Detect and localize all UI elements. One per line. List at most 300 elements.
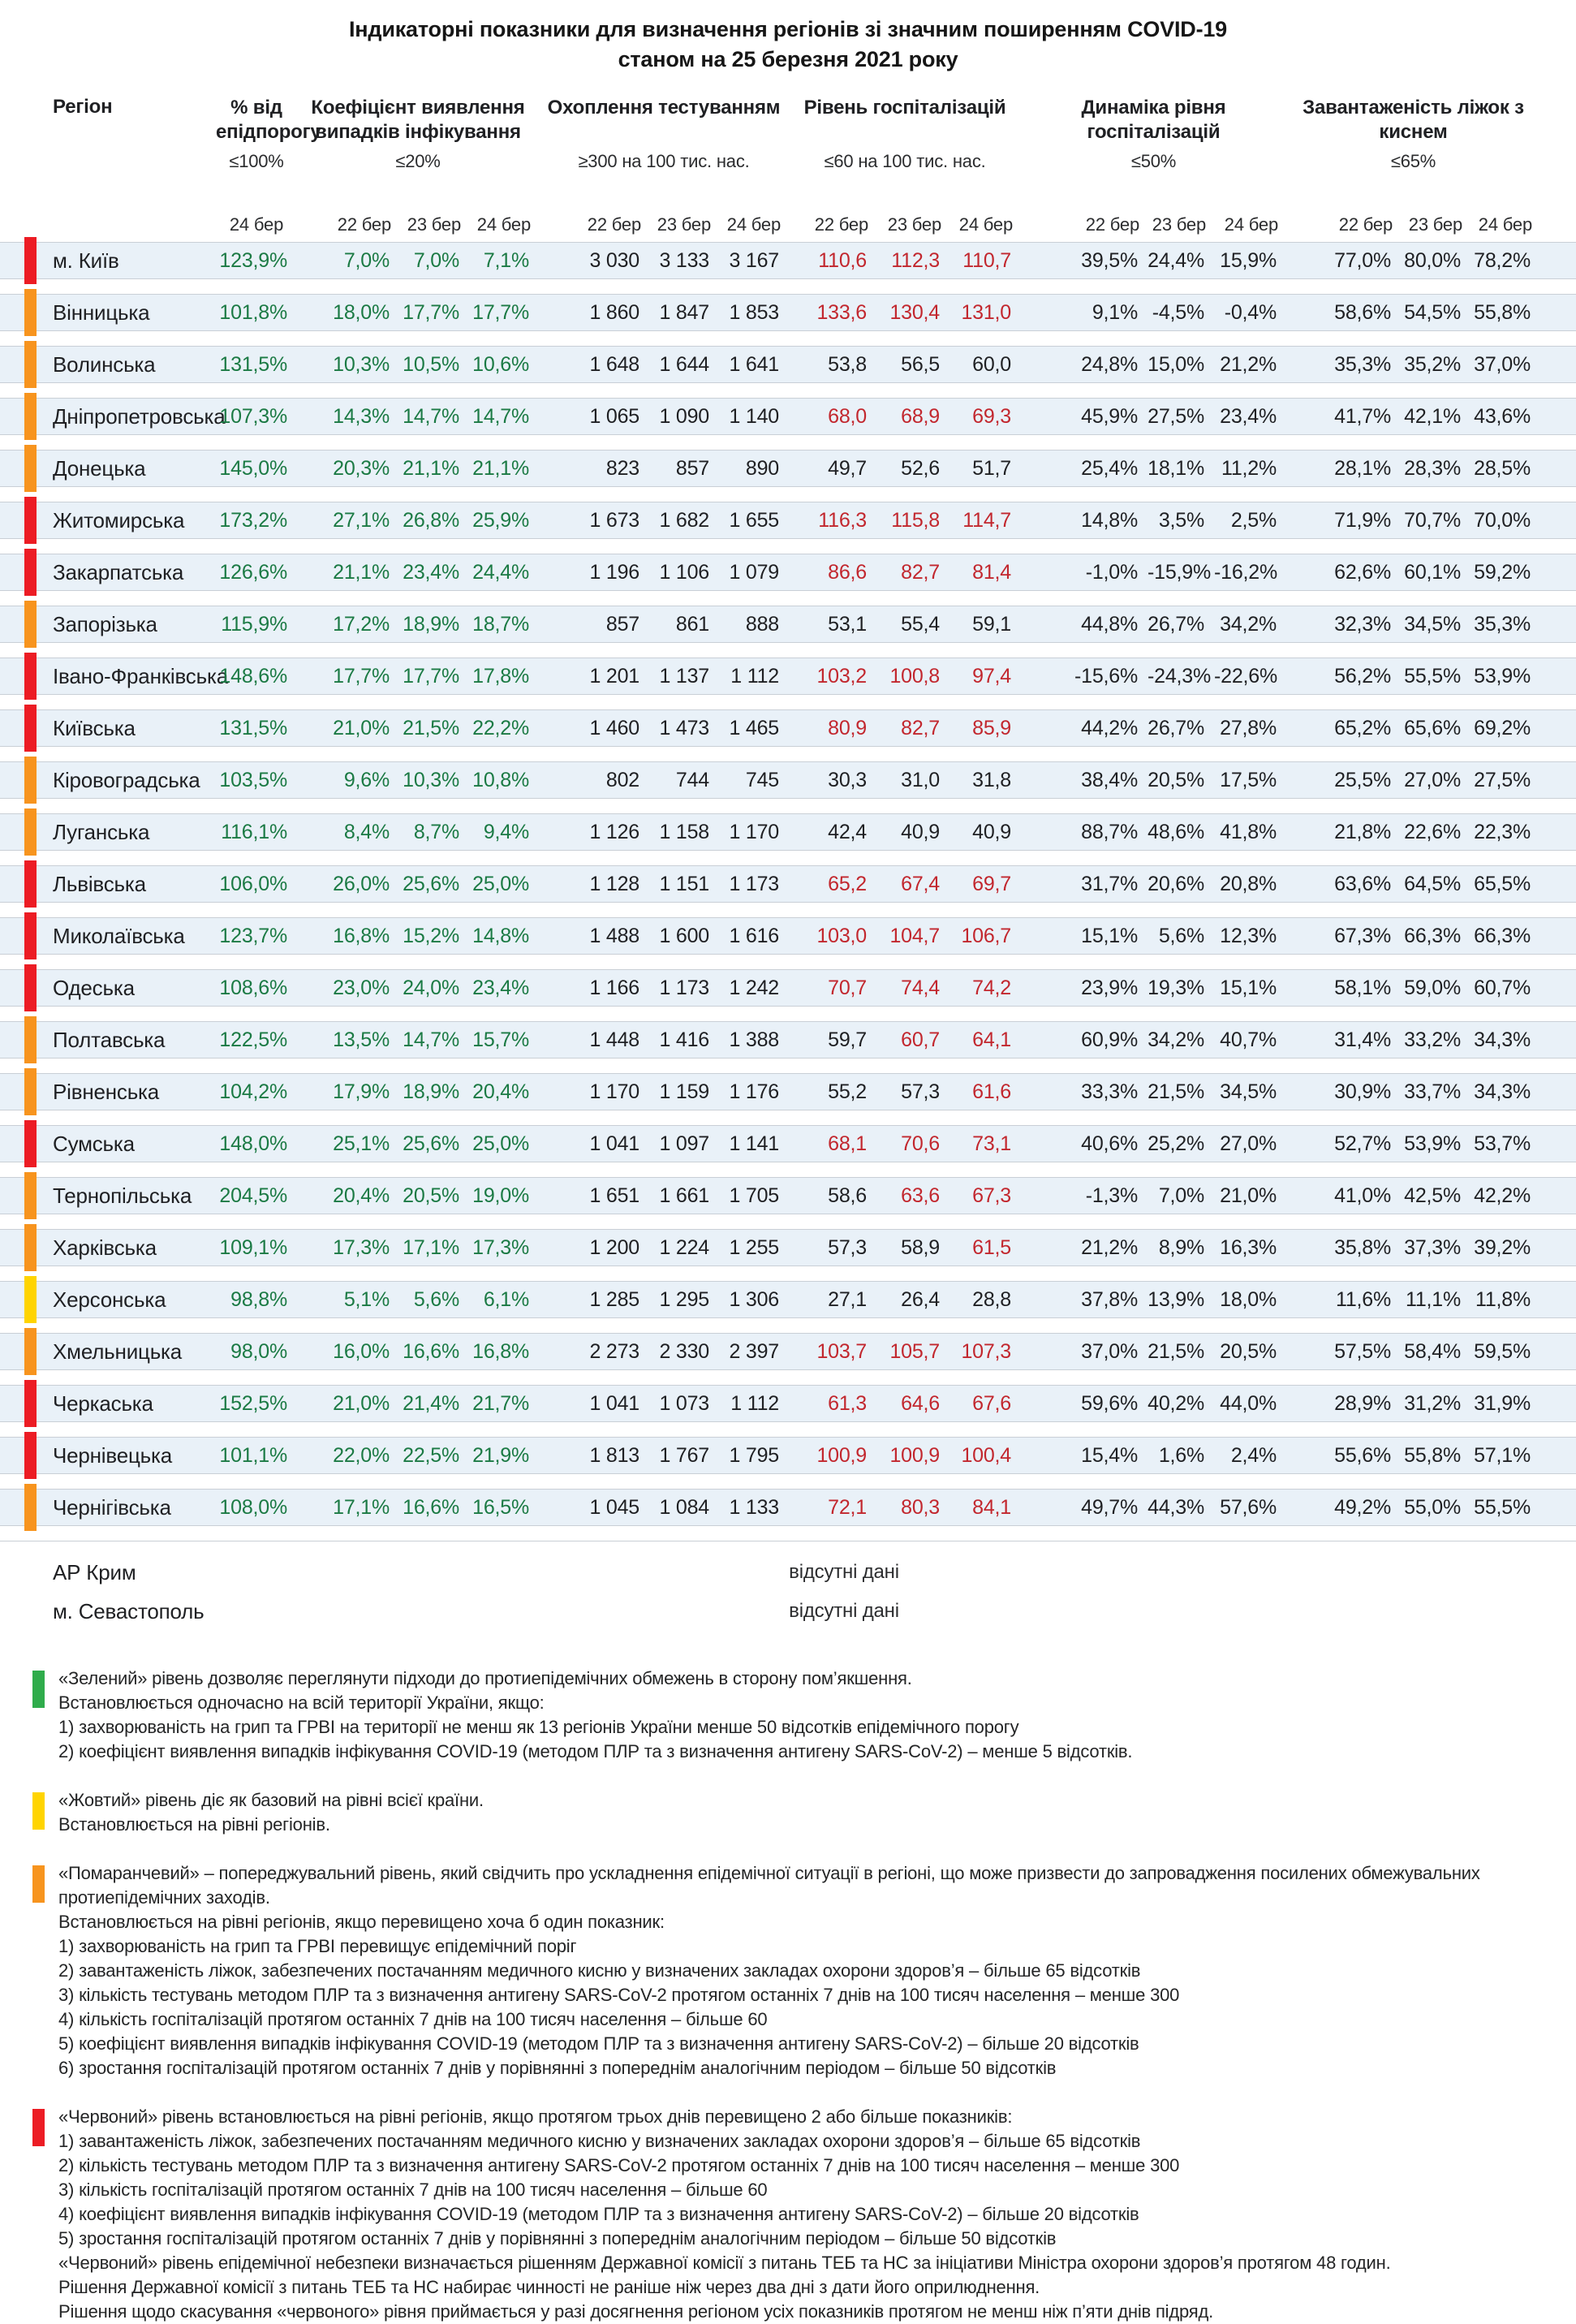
alert-level-indicator (24, 1068, 37, 1115)
hospitalization-value: 103,7 (816, 1339, 867, 1363)
date-label: 23 бер (1408, 214, 1462, 235)
legend-text-line: Встановлюється на рівні регіонів. (58, 1814, 330, 1835)
testing-coverage-value: 1 767 (659, 1443, 709, 1467)
hosp-dynamics-value: 15,4% (1081, 1443, 1138, 1467)
hospitalization-value: 70,6 (901, 1132, 940, 1155)
header-dates (0, 214, 1576, 235)
alert-level-indicator (24, 653, 37, 700)
date-label: 23 бер (657, 214, 711, 235)
testing-coverage-value: 1 795 (729, 1443, 779, 1467)
hospitalization-value: 40,9 (901, 820, 940, 843)
detection-coef-value: 10,3% (333, 352, 390, 376)
oxygen-beds-load-value: 60,7% (1474, 976, 1531, 999)
header-group-labels (0, 96, 1576, 144)
date-label: 22 бер (587, 214, 641, 235)
hosp-dynamics-value: 25,4% (1081, 456, 1138, 480)
detection-coef-value: 5,6% (413, 1287, 459, 1311)
hospitalization-value: 80,3 (901, 1495, 940, 1519)
hospitalization-value: 52,6 (901, 456, 940, 480)
hosp-dynamics-value: 11,2% (1221, 456, 1277, 480)
hospitalization-value: 82,7 (901, 560, 940, 584)
hosp-dynamics-value: 88,7% (1081, 820, 1138, 843)
detection-coef-value: 22,2% (472, 716, 529, 739)
detection-coef-value: 10,3% (403, 768, 459, 791)
testing-coverage-value: 1 616 (729, 924, 779, 947)
legend-text-line: 2) завантаженість ліжок, забезпечених постачанням медичного кисню у визначених закладах охорони здоров’я – більше 65 відсотків (58, 1960, 1141, 1981)
orange-level-swatch-icon (32, 1865, 45, 1903)
legend-text-line: 4) кількість госпіталізацій протягом останніх 7 днів на 100 тисяч населення – більше 60 (58, 2009, 768, 2029)
hospitalization-value: 103,0 (816, 924, 867, 947)
region-name: Запорізька (53, 611, 157, 636)
detection-coef-value: 18,7% (472, 612, 529, 636)
detection-coef-value: 16,8% (472, 1339, 529, 1363)
hospitalization-value: 53,1 (828, 612, 867, 636)
alert-level-indicator (24, 1380, 37, 1427)
region-name: Херсонська (53, 1287, 166, 1312)
detection-coef-value: 17,8% (472, 664, 529, 688)
hospitalization-value: 112,3 (891, 248, 940, 272)
alert-level-indicator (24, 1432, 37, 1479)
alert-level-indicator (24, 1016, 37, 1063)
testing-coverage-value: 1 644 (659, 352, 709, 376)
hospitalization-value: 133,6 (816, 300, 867, 324)
hosp-dynamics-value: 44,2% (1081, 716, 1138, 739)
hospitalization-value: 53,8 (828, 352, 867, 376)
table-row (0, 294, 1576, 331)
hosp-dynamics-value: -15,6% (1074, 664, 1138, 688)
table-header (0, 96, 1576, 235)
detection-coef-value: 10,8% (472, 768, 529, 791)
alert-level-indicator (24, 1484, 37, 1531)
threshold-beds: ≤65% (1390, 151, 1436, 171)
column-header-oxygen-beds: Завантаженість ліжок з киснем (1303, 97, 1524, 143)
column-header-epid-threshold-pct: % від епідпорогу (216, 97, 321, 143)
legend-text-line: «Жовтий» рівень діє як базовий на рівні всієї країни. (58, 1790, 484, 1810)
oxygen-beds-load-value: 55,5% (1404, 664, 1461, 688)
region-name: Івано-Франківська (53, 663, 228, 688)
detection-coef-value: 17,7% (403, 664, 459, 688)
hospitalization-value: 61,5 (972, 1235, 1011, 1259)
hosp-dynamics-value: 21,5% (1148, 1339, 1204, 1363)
hospitalization-value: 72,1 (828, 1495, 867, 1519)
epid-threshold-value: 109,1% (219, 1235, 287, 1259)
epid-threshold-value: 107,3% (219, 404, 287, 428)
hosp-dynamics-value: 20,8% (1220, 872, 1277, 895)
testing-coverage-value: 1 112 (730, 1391, 779, 1415)
oxygen-beds-load-value: 49,2% (1334, 1495, 1391, 1519)
hospitalization-value: 130,4 (889, 300, 940, 324)
table-row (0, 761, 1576, 799)
testing-coverage-value: 1 705 (729, 1184, 779, 1207)
detection-coef-value: 14,7% (472, 404, 529, 428)
hospitalization-value: 100,8 (889, 664, 940, 688)
oxygen-beds-load-value: 11,8% (1475, 1287, 1531, 1311)
epid-threshold-value: 123,7% (219, 924, 287, 947)
alert-level-indicator (24, 289, 37, 336)
alert-level-indicator (24, 341, 37, 388)
testing-coverage-value: 1 201 (589, 664, 639, 688)
epid-threshold-value: 123,9% (219, 248, 287, 272)
region-name: м. Київ (53, 248, 119, 273)
table-row (0, 398, 1576, 435)
alert-level-indicator (24, 393, 37, 440)
testing-coverage-value: 1 196 (589, 560, 639, 584)
hosp-dynamics-value: 44,3% (1148, 1495, 1204, 1519)
testing-coverage-value: 744 (675, 768, 709, 791)
detection-coef-value: 17,7% (472, 300, 529, 324)
detection-coef-value: 21,0% (333, 716, 390, 739)
oxygen-beds-load-value: 57,5% (1334, 1339, 1391, 1363)
detection-coef-value: 18,0% (333, 300, 390, 324)
testing-coverage-value: 1 170 (589, 1080, 639, 1103)
oxygen-beds-load-value: 65,5% (1474, 872, 1531, 895)
testing-coverage-value: 1 158 (659, 820, 709, 843)
oxygen-beds-load-value: 42,5% (1404, 1184, 1461, 1207)
testing-coverage-value: 1 106 (659, 560, 709, 584)
hospitalization-value: 61,3 (828, 1391, 867, 1415)
hospitalization-value: 51,7 (972, 456, 1011, 480)
epid-threshold-value: 101,8% (219, 300, 287, 324)
testing-coverage-value: 1 682 (659, 508, 709, 532)
detection-coef-value: 6,1% (483, 1287, 529, 1311)
hosp-dynamics-value: 40,7% (1220, 1028, 1277, 1051)
hospitalization-value: 57,3 (828, 1235, 867, 1259)
testing-coverage-value: 1 200 (589, 1235, 639, 1259)
region-name: Полтавська (53, 1027, 166, 1052)
hospitalization-value: 110,6 (818, 248, 867, 272)
legend-text-line: Рішення щодо скасування «червоного» рівня приймається у разі досягнення регіоном усіх показників протягом не менш ніж п’яти днів підряд. (58, 2301, 1214, 2322)
region-name: Кіровоградська (53, 767, 200, 792)
no-data-note: відсутні дані (789, 1561, 899, 1583)
oxygen-beds-load-value: 25,5% (1334, 768, 1391, 791)
testing-coverage-value: 1 128 (589, 872, 639, 895)
oxygen-beds-load-value: 37,0% (1474, 352, 1531, 376)
hosp-dynamics-value: 34,2% (1220, 612, 1277, 636)
detection-coef-value: 21,7% (472, 1391, 529, 1415)
detection-coef-value: 25,6% (403, 1132, 459, 1155)
hosp-dynamics-value: 2,5% (1230, 508, 1277, 532)
date-label: 22 бер (1338, 214, 1393, 235)
epid-threshold-value: 122,5% (219, 1028, 287, 1051)
hosp-dynamics-value: 25,2% (1148, 1132, 1204, 1155)
oxygen-beds-load-value: 31,4% (1334, 1028, 1391, 1051)
oxygen-beds-load-value: 66,3% (1474, 924, 1531, 947)
legend-text-line: 5) коефіцієнт виявлення випадків інфікування COVID-19 (методом ПЛР та з визначення антигену SARS-CoV-2) – більше 20 відсотків (58, 2033, 1139, 2054)
oxygen-beds-load-value: 35,3% (1474, 612, 1531, 636)
hospitalization-value: 107,3 (961, 1339, 1011, 1363)
hosp-dynamics-value: 18,0% (1220, 1287, 1277, 1311)
column-header-detection-coef: Коефіцієнт виявлення випадків інфікування (311, 97, 525, 143)
hosp-dynamics-value: -1,0% (1085, 560, 1138, 584)
region-name: Харківська (53, 1235, 157, 1260)
detection-coef-value: 14,7% (403, 1028, 459, 1051)
oxygen-beds-load-value: 28,3% (1404, 456, 1461, 480)
oxygen-beds-load-value: 55,8% (1474, 300, 1531, 324)
hosp-dynamics-value: 15,1% (1081, 924, 1138, 947)
hospitalization-value: 67,3 (972, 1184, 1011, 1207)
testing-coverage-value: 857 (605, 612, 639, 636)
threshold-hosp: ≤60 на 100 тис. нас. (824, 151, 986, 171)
testing-coverage-value: 1 473 (659, 716, 709, 739)
table-row (0, 1333, 1576, 1370)
testing-coverage-value: 1 813 (589, 1443, 639, 1467)
hosp-dynamics-value: 20,5% (1220, 1339, 1277, 1363)
oxygen-beds-load-value: 28,5% (1474, 456, 1531, 480)
oxygen-beds-load-value: 59,0% (1404, 976, 1461, 999)
detection-coef-value: 22,5% (403, 1443, 459, 1467)
detection-coef-value: 23,0% (333, 976, 390, 999)
epid-threshold-value: 204,5% (219, 1184, 287, 1207)
testing-coverage-value: 1 673 (589, 508, 639, 532)
date-label: 24 бер (476, 214, 531, 235)
hospitalization-value: 31,0 (901, 768, 940, 791)
detection-coef-value: 25,9% (472, 508, 529, 532)
region-name: Луганська (53, 819, 150, 844)
hospitalization-value: 55,2 (828, 1080, 867, 1103)
detection-coef-value: 9,4% (483, 820, 529, 843)
oxygen-beds-load-value: 31,2% (1404, 1391, 1461, 1415)
testing-coverage-value: 1 416 (659, 1028, 709, 1051)
testing-coverage-value: 1 306 (729, 1287, 779, 1311)
hospitalization-value: 60,0 (972, 352, 1011, 376)
testing-coverage-value: 1 173 (729, 872, 779, 895)
oxygen-beds-load-value: 41,0% (1334, 1184, 1391, 1207)
alert-level-indicator (24, 1224, 37, 1271)
detection-coef-value: 16,6% (403, 1495, 459, 1519)
region-name: Київська (53, 715, 136, 740)
hosp-dynamics-value: 19,3% (1148, 976, 1204, 999)
date-label: 23 бер (887, 214, 941, 235)
page-title (0, 15, 1576, 75)
hospitalization-value: 81,4 (972, 560, 1011, 584)
detection-coef-value: 25,1% (333, 1132, 390, 1155)
header-thresholds (0, 144, 1576, 172)
epid-threshold-value: 98,0% (230, 1339, 287, 1363)
hospitalization-value: 68,0 (828, 404, 867, 428)
oxygen-beds-load-value: 27,0% (1404, 768, 1461, 791)
testing-coverage-value: 1 460 (589, 716, 639, 739)
hosp-dynamics-value: 49,7% (1081, 1495, 1138, 1519)
hospitalization-value: 40,9 (972, 820, 1011, 843)
region-name: Рівненська (53, 1079, 160, 1104)
oxygen-beds-load-value: 59,5% (1474, 1339, 1531, 1363)
table-row (0, 242, 1576, 279)
testing-coverage-value: 1 045 (589, 1495, 639, 1519)
table-row (0, 709, 1576, 747)
detection-coef-value: 17,3% (472, 1235, 529, 1259)
detection-coef-value: 20,5% (403, 1184, 459, 1207)
oxygen-beds-load-value: 70,0% (1474, 508, 1531, 532)
alert-level-indicator (24, 445, 37, 492)
hosp-dynamics-value: -0,4% (1224, 300, 1277, 324)
legend-section-yellow (0, 1788, 1576, 1837)
hosp-dynamics-value: 27,8% (1220, 716, 1277, 739)
date-label: 22 бер (337, 214, 391, 235)
detection-coef-value: 9,6% (343, 768, 390, 791)
detection-coef-value: 7,0% (343, 248, 390, 272)
detection-coef-value: 14,8% (472, 924, 529, 947)
hosp-dynamics-value: 33,3% (1081, 1080, 1138, 1103)
detection-coef-value: 27,1% (333, 508, 390, 532)
hospitalization-value: 69,7 (972, 872, 1011, 895)
table-row (0, 658, 1576, 695)
hospitalization-value: 80,9 (828, 716, 867, 739)
testing-coverage-value: 1 285 (589, 1287, 639, 1311)
testing-coverage-value: 1 073 (659, 1391, 709, 1415)
region-name: Волинська (53, 351, 156, 377)
detection-coef-value: 24,0% (403, 976, 459, 999)
region-name: Закарпатська (53, 559, 184, 584)
hosp-dynamics-value: 21,2% (1220, 352, 1277, 376)
detection-coef-value: 21,0% (333, 1391, 390, 1415)
table-row (0, 502, 1576, 539)
oxygen-beds-load-value: 52,7% (1334, 1132, 1391, 1155)
detection-coef-value: 23,4% (472, 976, 529, 999)
hosp-dynamics-value: 34,5% (1220, 1080, 1277, 1103)
testing-coverage-value: 1 097 (659, 1132, 709, 1155)
detection-coef-value: 21,1% (403, 456, 459, 480)
hospitalization-value: 30,3 (828, 768, 867, 791)
epid-threshold-value: 108,0% (219, 1495, 287, 1519)
hosp-dynamics-value: 27,0% (1220, 1132, 1277, 1155)
hospitalization-value: 116,3 (818, 508, 867, 532)
epid-threshold-value: 126,6% (219, 560, 287, 584)
oxygen-beds-load-value: 71,9% (1334, 508, 1391, 532)
hosp-dynamics-value: 24,4% (1148, 248, 1204, 272)
red-level-swatch-icon (32, 2109, 45, 2146)
detection-coef-value: 8,7% (413, 820, 459, 843)
hospitalization-value: 131,0 (961, 300, 1011, 324)
alert-level-indicator (24, 497, 37, 544)
hospitalization-value: 59,7 (828, 1028, 867, 1051)
testing-coverage-value: 1 141 (729, 1132, 779, 1155)
hospitalization-value: 74,4 (901, 976, 940, 999)
testing-coverage-value: 1 448 (589, 1028, 639, 1051)
hosp-dynamics-value: 48,6% (1148, 820, 1204, 843)
oxygen-beds-load-value: 32,3% (1334, 612, 1391, 636)
hospitalization-value: 85,9 (972, 716, 1011, 739)
table-row (0, 1385, 1576, 1422)
hosp-dynamics-value: 37,0% (1081, 1339, 1138, 1363)
oxygen-beds-load-value: 77,0% (1334, 248, 1391, 272)
oxygen-beds-load-value: 22,3% (1474, 820, 1531, 843)
region-name: Львівська (53, 871, 146, 896)
epid-threshold-value: 148,0% (219, 1132, 287, 1155)
detection-coef-value: 25,6% (403, 872, 459, 895)
legend-text-line: 5) зростання госпіталізацій протягом останніх 7 днів у порівнянні з попереднім аналогічним періодом – більше 50 відсотків (58, 2228, 1057, 2249)
hosp-dynamics-value: 59,6% (1081, 1391, 1138, 1415)
table-row (0, 1229, 1576, 1266)
testing-coverage-value: 1 847 (659, 300, 709, 324)
detection-coef-value: 20,3% (333, 456, 390, 480)
oxygen-beds-load-value: 55,6% (1334, 1443, 1391, 1467)
hospitalization-value: 57,3 (901, 1080, 940, 1103)
hospitalization-value: 55,4 (901, 612, 940, 636)
hosp-dynamics-value: 1,6% (1158, 1443, 1204, 1467)
legend-section-red (0, 2105, 1576, 2324)
region-name: Черкаська (53, 1391, 153, 1416)
hosp-dynamics-value: 8,9% (1158, 1235, 1204, 1259)
testing-coverage-value: 1 655 (729, 508, 779, 532)
oxygen-beds-load-value: 21,8% (1334, 820, 1391, 843)
oxygen-beds-load-value: 53,9% (1404, 1132, 1461, 1155)
region-name: Хмельницька (53, 1339, 183, 1364)
testing-coverage-value: 745 (745, 768, 779, 791)
hospitalization-value: 59,1 (972, 612, 1011, 636)
testing-coverage-value: 1 860 (589, 300, 639, 324)
table-row (0, 1437, 1576, 1474)
oxygen-beds-load-value: 54,5% (1404, 300, 1461, 324)
legend-text-line: 4) коефіцієнт виявлення випадків інфікування COVID-19 (методом ПЛР та з визначення антигену SARS-CoV-2) – більше 20 відсотків (58, 2204, 1139, 2224)
testing-coverage-value: 2 273 (589, 1339, 639, 1363)
region-name: м. Севастополь (53, 1599, 205, 1623)
table-row-no-data (0, 1553, 1576, 1592)
detection-coef-value: 15,2% (403, 924, 459, 947)
testing-coverage-value: 1 641 (729, 352, 779, 376)
hospitalization-value: 110,7 (962, 248, 1011, 272)
column-header-hospitalization: Рівень госпіталізацій (803, 97, 1006, 119)
hosp-dynamics-value: 16,3% (1220, 1235, 1277, 1259)
threshold-epid: ≤100% (229, 151, 284, 171)
hosp-dynamics-value: 15,0% (1148, 352, 1204, 376)
hospitalization-value: 26,4 (901, 1287, 940, 1311)
oxygen-beds-load-value: 59,2% (1474, 560, 1531, 584)
legend-text-line: «Червоний» рівень епідемічної небезпеки визначається рішенням Державної комісії з питань ТЕБ та НС за ініціативи Міністра охорони здоров’я протягом 48 годин. (58, 2253, 1391, 2273)
table-row (0, 1281, 1576, 1318)
legend-text-line: 2) кількість тестувань методом ПЛР та з визначення антигену SARS-CoV-2 протягом останніх 7 днів на 100 тисяч населення – менше 300 (58, 2155, 1180, 2175)
detection-coef-value: 7,0% (413, 248, 459, 272)
hospitalization-value: 67,4 (901, 872, 940, 895)
hosp-dynamics-value: 26,7% (1148, 716, 1204, 739)
testing-coverage-value: 1 126 (589, 820, 639, 843)
oxygen-beds-load-value: 65,6% (1404, 716, 1461, 739)
oxygen-beds-load-value: 69,2% (1474, 716, 1531, 739)
hospitalization-value: 82,7 (901, 716, 940, 739)
alert-level-indicator (24, 912, 37, 959)
date-label: 23 бер (1152, 214, 1206, 235)
legend-text-line: Рішення Державної комісії з питань ТЕБ та НС набирає чинності не раніше ніж через два дні з дати його оприлюднення. (58, 2277, 1040, 2297)
region-name: Чернівецька (53, 1442, 173, 1468)
detection-coef-value: 15,7% (472, 1028, 529, 1051)
oxygen-beds-load-value: 62,6% (1334, 560, 1391, 584)
legend-text-line: 6) зростання госпіталізацій протягом останніх 7 днів у порівнянні з попереднім аналогічним періодом – більше 50 відсотків (58, 2058, 1057, 2078)
testing-coverage-value: 861 (675, 612, 709, 636)
oxygen-beds-load-value: 67,3% (1334, 924, 1391, 947)
oxygen-beds-load-value: 37,3% (1404, 1235, 1461, 1259)
oxygen-beds-load-value: 53,9% (1474, 664, 1531, 688)
detection-coef-value: 17,1% (333, 1495, 390, 1519)
testing-coverage-value: 823 (605, 456, 639, 480)
hosp-dynamics-value: 2,4% (1230, 1443, 1277, 1467)
detection-coef-value: 17,1% (403, 1235, 459, 1259)
testing-coverage-value: 1 166 (589, 976, 639, 999)
hospitalization-value: 68,9 (901, 404, 940, 428)
testing-coverage-value: 1 255 (729, 1235, 779, 1259)
epid-threshold-value: 116,1% (221, 820, 287, 843)
hospitalization-value: 104,7 (889, 924, 940, 947)
hospitalization-value: 114,7 (962, 508, 1011, 532)
legend-text-line: 2) коефіцієнт виявлення випадків інфікування COVID-19 (методом ПЛР та з визначення антигену SARS-CoV-2) – менше 5 відсотків. (58, 1741, 1133, 1761)
testing-coverage-value: 1 170 (729, 820, 779, 843)
oxygen-beds-load-value: 11,1% (1405, 1287, 1461, 1311)
oxygen-beds-load-value: 30,9% (1334, 1080, 1391, 1103)
hosp-dynamics-value: 44,0% (1220, 1391, 1277, 1415)
oxygen-beds-load-value: 58,4% (1404, 1339, 1461, 1363)
oxygen-beds-load-value: 34,3% (1474, 1080, 1531, 1103)
oxygen-beds-load-value: 42,2% (1474, 1184, 1531, 1207)
table-row (0, 1489, 1576, 1526)
table-row (0, 917, 1576, 955)
